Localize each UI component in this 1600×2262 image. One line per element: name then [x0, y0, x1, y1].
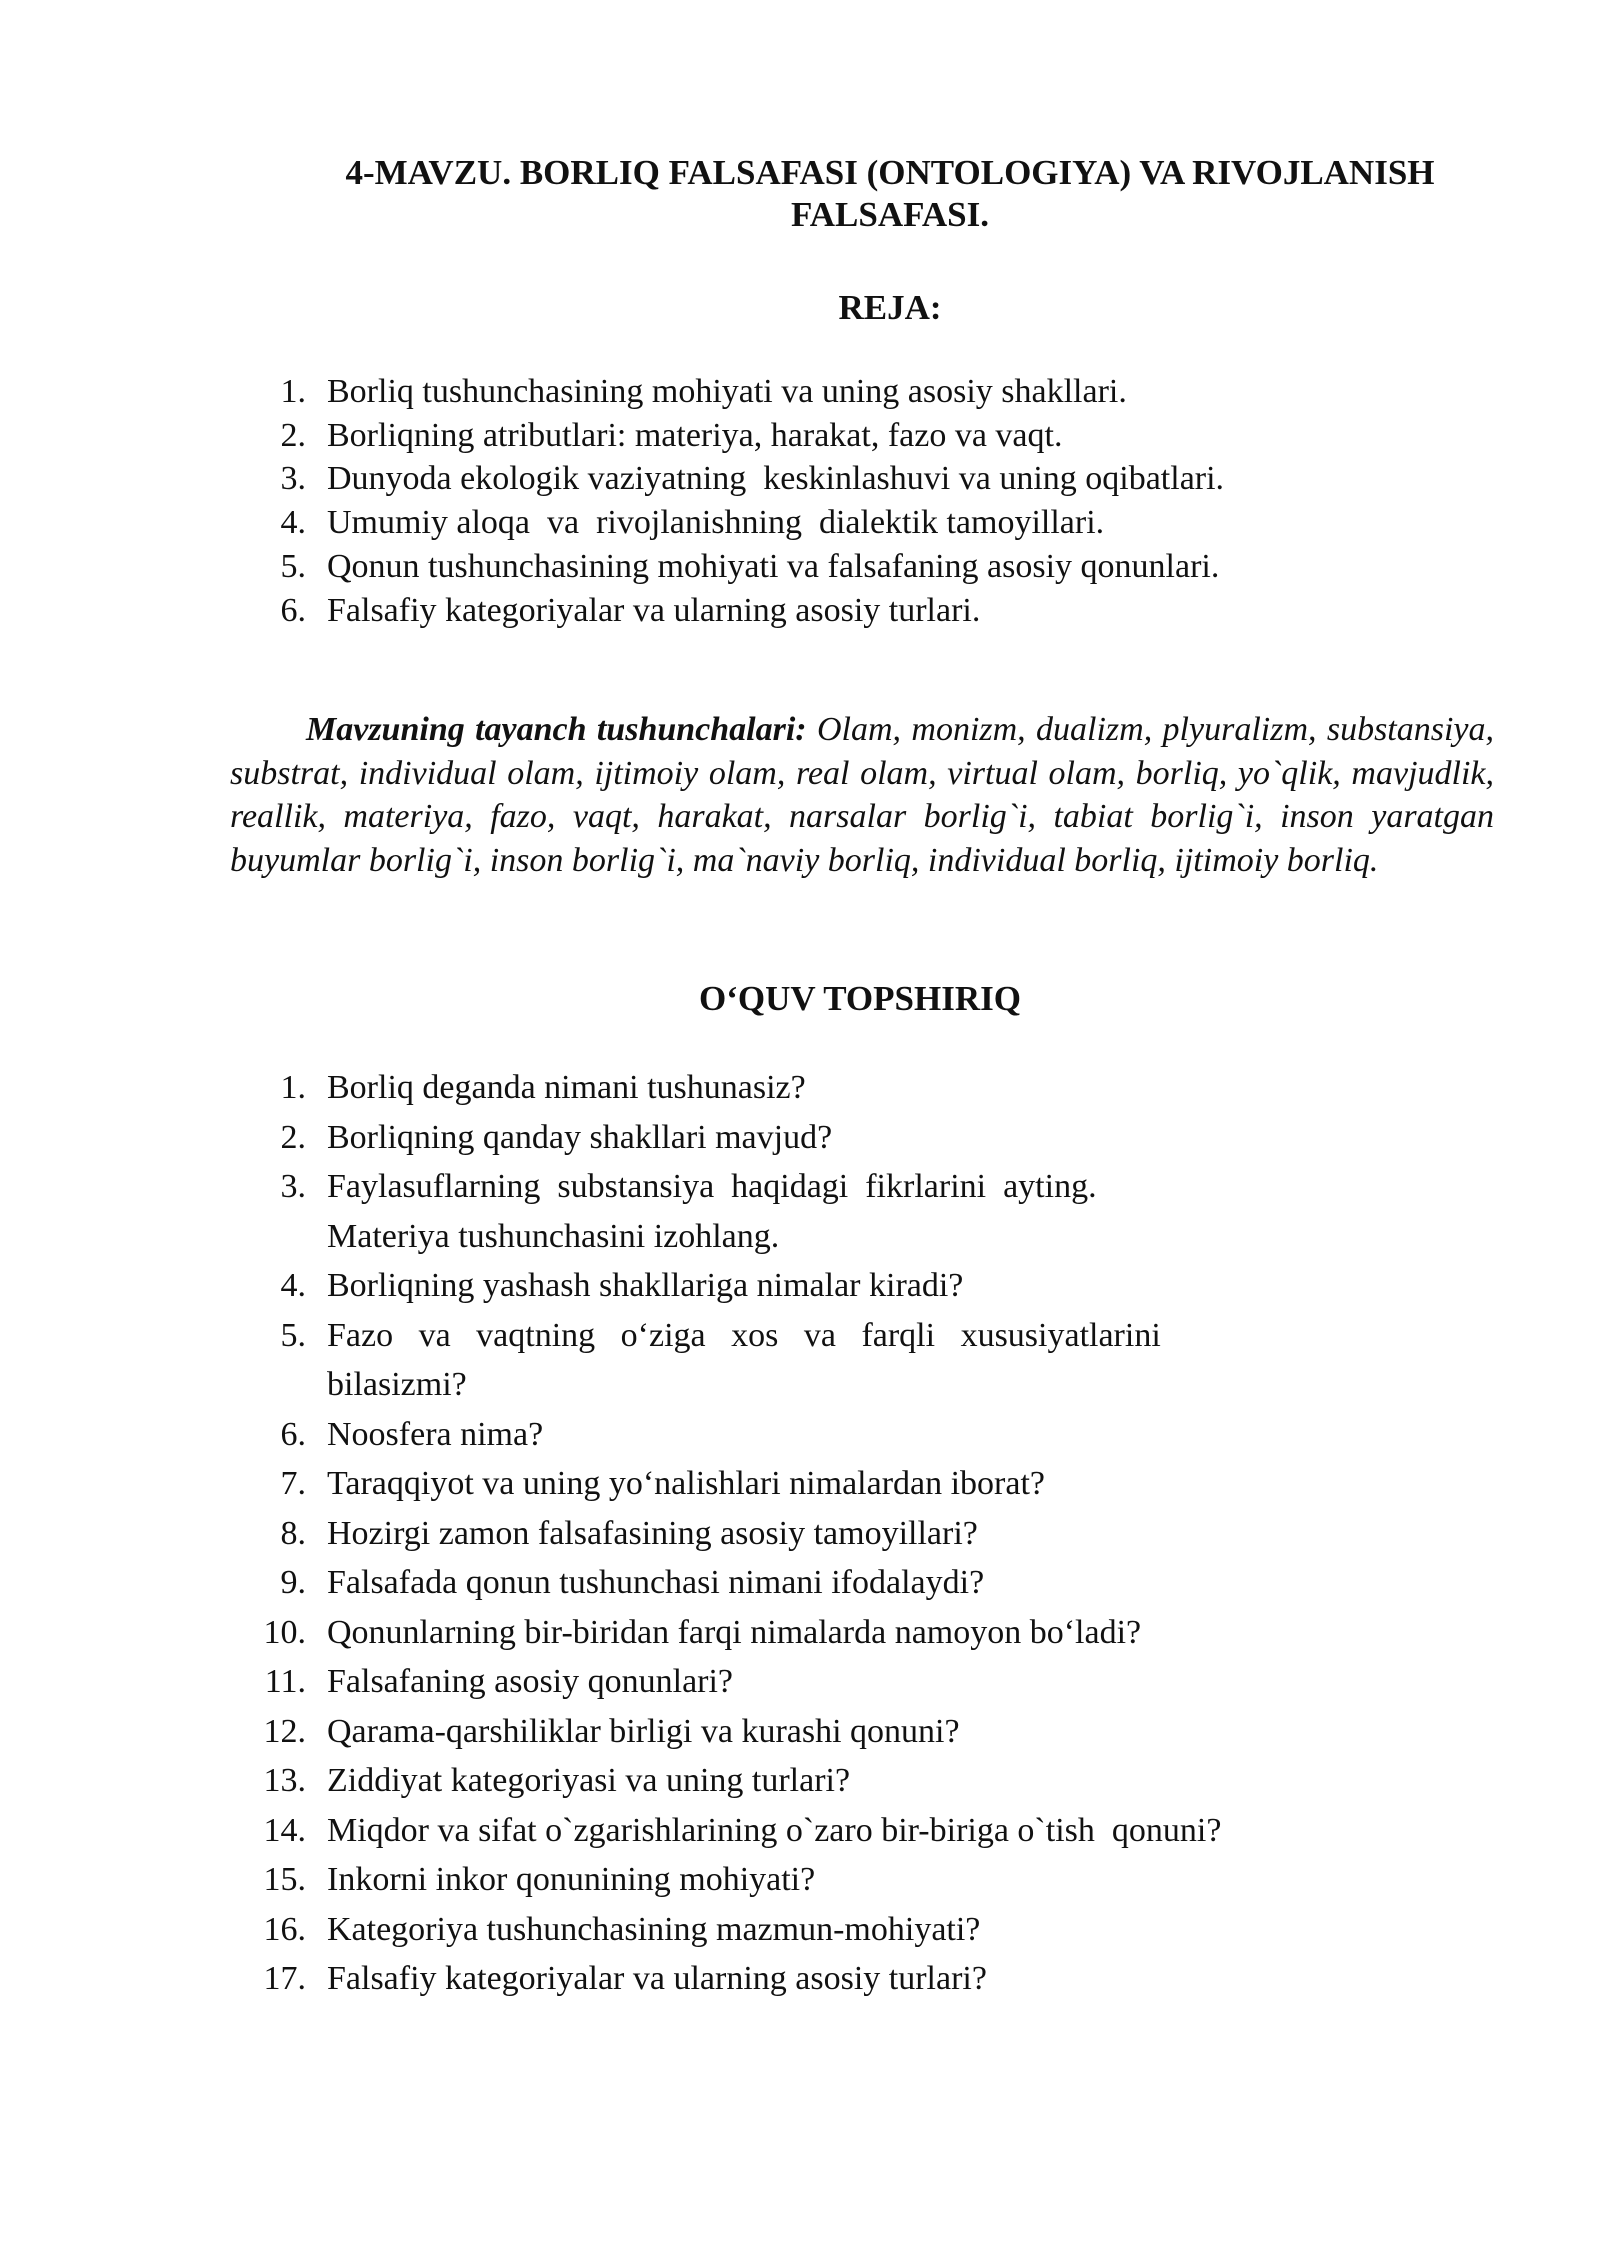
task-item — [0, 1311, 1327, 1410]
plan-item-number: 4. — [280, 504, 306, 542]
task-item-text: Falsafaning asosiy qonunlari? — [327, 1663, 734, 1700]
task-item-text: Qarama-qarshiliklar birligi va kurashi qonuni? — [327, 1712, 960, 1750]
task-item-text: Taraqqiyot va uning yo‘nalishlari nimalardan iborat? — [327, 1465, 1046, 1502]
plan-item-text: Borliqning atributlari: materiya, harakat, fazo va vaqt. — [327, 416, 1063, 454]
page-title — [180, 152, 1600, 236]
task-item-number: 1. — [280, 1069, 306, 1106]
plan-item — [0, 457, 1327, 501]
task-item — [0, 1063, 1327, 1113]
task-item — [0, 1905, 1327, 1955]
task-item-text: Kategoriya tushunchasining mazmun-mohiyati? — [327, 1910, 981, 1948]
task-item-number: 17. — [263, 1960, 306, 1997]
plan-heading: REJA: — [838, 288, 942, 327]
plan-item-text: Falsafiy kategoriyalar va ularning asosiy turlari. — [327, 591, 981, 629]
task-item-number: 15. — [263, 1861, 306, 1898]
task-item — [0, 1459, 1327, 1509]
task-item — [0, 1954, 1327, 2004]
key-concepts-paragraph — [230, 708, 1494, 883]
plan-item — [0, 589, 1327, 633]
task-item — [0, 1608, 1327, 1658]
task-item-number: 5. — [280, 1316, 306, 1354]
plan-item-number: 5. — [280, 547, 306, 585]
task-item-number: 2. — [280, 1118, 306, 1156]
task-item-number: 16. — [263, 1910, 306, 1948]
plan-item-text: Borliq tushunchasining mohiyati va uning asosiy shakllari. — [327, 373, 1127, 410]
plan-item — [0, 370, 1327, 414]
task-item-number: 14. — [263, 1811, 306, 1849]
tasks-heading: O‘QUV TOPSHIRIQ — [699, 979, 1021, 1018]
task-item-number: 4. — [280, 1267, 306, 1304]
task-item-text: Falsafiy kategoriyalar va ularning asosiy turlari? — [327, 1960, 987, 1997]
task-item-text: Borliqning yashash shakllariga nimalar kiradi? — [327, 1267, 964, 1304]
task-item — [0, 1806, 1327, 1856]
plan-item — [0, 545, 1327, 589]
task-item — [0, 1509, 1327, 1559]
task-item — [0, 1261, 1327, 1311]
task-item-number: 9. — [280, 1564, 306, 1601]
task-item-text: Falsafada qonun tushunchasi nimani ifodalaydi? — [327, 1564, 985, 1601]
plan-item-number: 1. — [280, 373, 306, 410]
task-item — [0, 1113, 1327, 1163]
task-item-text: Fazo va vaqtning o‘ziga xos va farqli xususiyatlarini — [327, 1316, 1161, 1354]
plan-list — [0, 370, 1600, 632]
task-item-text: Qonunlarning bir-biridan farqi nimalarda namoyon bo‘ladi? — [327, 1613, 1142, 1651]
task-item-text: Borliqning qanday shakllari mavjud? — [327, 1118, 833, 1156]
plan-item — [0, 501, 1327, 545]
plan-item-text: Umumiy aloqa va rivojlanishning dialektik tamoyillari. — [327, 504, 1105, 542]
task-item-number: 12. — [263, 1712, 306, 1750]
task-item-number: 11. — [264, 1663, 306, 1700]
tasks-list — [0, 1063, 1600, 2004]
plan-item-number: 6. — [280, 591, 306, 629]
task-item-text: Noosfera nima? — [327, 1415, 544, 1453]
task-item — [0, 1855, 1327, 1905]
key-concepts-lead: Mavzuning tayanch tushunchalari: — [306, 711, 807, 748]
task-item — [0, 1162, 1327, 1261]
task-item-text: Borliq deganda nimani tushunasiz? — [327, 1069, 806, 1106]
plan-item-text: Dunyoda ekologik vaziyatning keskinlashuvi va uning oqibatlari. — [327, 460, 1225, 498]
title-line-2: FALSAFASI. — [790, 195, 990, 234]
task-item — [0, 1756, 1327, 1806]
task-item-number: 10. — [263, 1613, 306, 1651]
task-item — [0, 1410, 1327, 1460]
task-item-number: 7. — [280, 1465, 306, 1502]
plan-item-number: 3. — [280, 460, 306, 498]
task-item — [0, 1657, 1327, 1707]
task-item-number: 8. — [280, 1514, 306, 1552]
key-concepts-text: Olam, monizm, dualizm, plyuralizm, substansiya, substrat, individual olam, ijtimoiy olam, real olam, virtual olam, borliq, yo`qlik, mavjudlik, reallik, materiya, fazo, vaqt, harakat, narsalar borlig`i, tabiat borlig`i, inson yaratgan buyumlar borlig`i, inson borlig`i, ma`naviy borliq, individual borliq, ijtimoiy borliq. — [230, 711, 1495, 880]
task-item — [0, 1558, 1327, 1608]
plan-item — [0, 414, 1327, 458]
task-item-text-continued: Materiya tushunchasini izohlang. — [327, 1217, 780, 1255]
task-item-number: 3. — [280, 1168, 306, 1205]
task-item-text: Inkorni inkor qonunining mohiyati? — [327, 1861, 816, 1898]
task-item-text: Ziddiyat kategoriyasi va uning turlari? — [327, 1762, 851, 1799]
title-line-1: 4-MAVZU. BORLIQ FALSAFASI (ONTOLOGIYA) VA RIVOJLANISH — [345, 153, 1435, 192]
task-item-text-continued: bilasizmi? — [327, 1366, 467, 1403]
task-item-number: 6. — [280, 1415, 306, 1453]
task-item — [0, 1707, 1327, 1757]
task-item-text: Miqdor va sifat o`zgarishlarining o`zaro bir-biriga o`tish qonuni? — [327, 1811, 1222, 1849]
task-item-number: 13. — [263, 1762, 306, 1799]
task-item-text: Hozirgi zamon falsafasining asosiy tamoyillari? — [327, 1514, 978, 1552]
task-item-text: Faylasuflarning substansiya haqidagi fikrlarini ayting. — [327, 1168, 1097, 1205]
plan-item-text: Qonun tushunchasining mohiyati va falsafaning asosiy qonunlari. — [327, 547, 1220, 585]
plan-item-number: 2. — [280, 416, 306, 454]
